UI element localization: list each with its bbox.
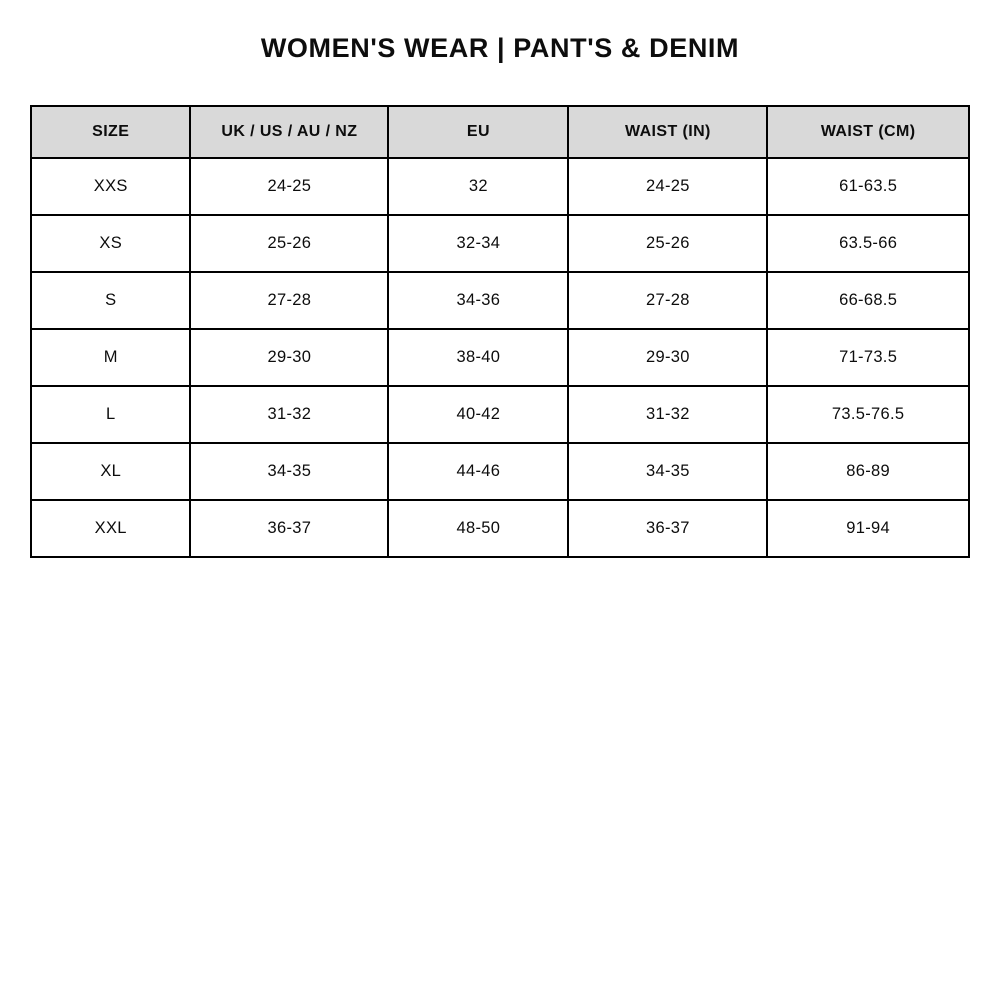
table-header xyxy=(31,106,969,158)
value-cell: 24-25 xyxy=(568,158,767,215)
value-cell: 24-25 xyxy=(190,158,388,215)
table-row xyxy=(31,500,969,557)
value-cell: 27-28 xyxy=(190,272,388,329)
size-cell: S xyxy=(31,272,190,329)
size-cell: XXL xyxy=(31,500,190,557)
value-cell: 27-28 xyxy=(568,272,767,329)
value-cell: 32-34 xyxy=(388,215,568,272)
value-cell: 25-26 xyxy=(190,215,388,272)
value-cell: 38-40 xyxy=(388,329,568,386)
column-header: UK / US / AU / NZ xyxy=(190,106,388,158)
size-cell: XXS xyxy=(31,158,190,215)
value-cell: 29-30 xyxy=(190,329,388,386)
column-header: EU xyxy=(388,106,568,158)
table-body xyxy=(31,158,969,557)
table-row xyxy=(31,272,969,329)
table-row xyxy=(31,329,969,386)
table-row xyxy=(31,158,969,215)
value-cell: 63.5-66 xyxy=(767,215,969,272)
column-header: WAIST (IN) xyxy=(568,106,767,158)
value-cell: 31-32 xyxy=(190,386,388,443)
value-cell: 34-35 xyxy=(190,443,388,500)
value-cell: 71-73.5 xyxy=(767,329,969,386)
column-header: SIZE xyxy=(31,106,190,158)
value-cell: 34-35 xyxy=(568,443,767,500)
value-cell: 91-94 xyxy=(767,500,969,557)
value-cell: 61-63.5 xyxy=(767,158,969,215)
size-cell: XS xyxy=(31,215,190,272)
value-cell: 31-32 xyxy=(568,386,767,443)
value-cell: 86-89 xyxy=(767,443,969,500)
value-cell: 32 xyxy=(388,158,568,215)
value-cell: 36-37 xyxy=(568,500,767,557)
size-cell: M xyxy=(31,329,190,386)
value-cell: 44-46 xyxy=(388,443,568,500)
value-cell: 40-42 xyxy=(388,386,568,443)
value-cell: 36-37 xyxy=(190,500,388,557)
table-row xyxy=(31,443,969,500)
column-header: WAIST (CM) xyxy=(767,106,969,158)
header-row xyxy=(31,106,969,158)
size-cell: L xyxy=(31,386,190,443)
page-title: WOMEN'S WEAR | PANT'S & DENIM xyxy=(260,33,740,63)
value-cell: 66-68.5 xyxy=(767,272,969,329)
table-row xyxy=(31,386,969,443)
value-cell: 25-26 xyxy=(568,215,767,272)
size-chart-table xyxy=(30,105,970,558)
size-cell: XL xyxy=(31,443,190,500)
table-row xyxy=(31,215,969,272)
value-cell: 73.5-76.5 xyxy=(767,386,969,443)
value-cell: 48-50 xyxy=(388,500,568,557)
value-cell: 34-36 xyxy=(388,272,568,329)
value-cell: 29-30 xyxy=(568,329,767,386)
